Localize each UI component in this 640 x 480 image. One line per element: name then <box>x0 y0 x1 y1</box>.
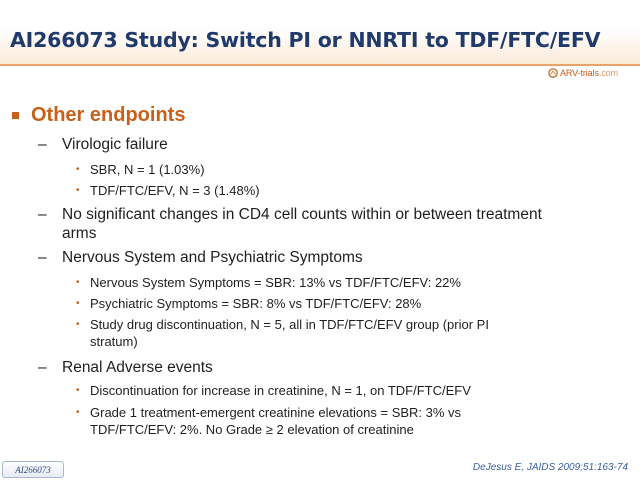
sub-list-item <box>76 404 521 438</box>
dot-bullet: • <box>76 298 80 309</box>
reference-citation: DeJesus E, JAIDS 2009;51:163-74 <box>472 462 628 473</box>
sub-list-item-text: Study drug discontinuation, N = 5, all in TDF/FTC/EFV group (prior PI stratum) <box>90 317 489 349</box>
list-item-text: Nervous System and Psychiatric Symptoms <box>62 249 363 266</box>
list-item <box>38 248 598 267</box>
list-item <box>38 205 558 243</box>
sub-list-item <box>76 316 506 350</box>
sub-list-item <box>76 295 576 312</box>
sub-list-item <box>76 382 576 399</box>
dot-bullet: • <box>76 277 80 288</box>
dot-bullet: • <box>76 385 80 396</box>
sub-list-item-text: TDF/FTC/EFV, N = 3 (1.48%) <box>90 183 260 198</box>
list-item-text: No significant changes in CD4 cell counts within or between treatment arms <box>62 206 542 242</box>
dash-bullet: – <box>38 136 47 153</box>
sub-list-item-text: Grade 1 treatment-emergent creatinine elevations = SBR: 3% vs TDF/FTC/EFV: 2%. No Grade ≥ 2 elevation of creatinine <box>90 405 462 437</box>
list-item <box>38 135 598 154</box>
list-item-text: Virologic failure <box>62 136 168 153</box>
section-heading <box>12 104 185 127</box>
dot-bullet: • <box>76 407 80 418</box>
sub-list-item <box>76 274 576 291</box>
slide-title: AI266073 Study: Switch PI or NNRTI to TDF/FTC/EFV <box>10 28 601 52</box>
logo-text: ARV-trials.com <box>560 68 618 78</box>
dash-bullet: – <box>38 359 47 376</box>
dot-bullet: • <box>76 319 80 330</box>
dot-bullet: • <box>76 164 80 175</box>
square-bullet-icon <box>12 112 19 119</box>
dash-bullet: – <box>38 206 47 223</box>
section-heading-text: Other endpoints <box>31 104 186 126</box>
sub-list-item-text: Psychiatric Symptoms = SBR: 8% vs TDF/FTC/EFV: 28% <box>90 296 422 311</box>
sub-list-item <box>76 182 576 199</box>
list-item <box>38 358 598 377</box>
sub-list-item <box>76 161 576 178</box>
dot-bullet: • <box>76 185 80 196</box>
sub-list-item-text: Nervous System Symptoms = SBR: 13% vs TDF/FTC/EFV: 22% <box>90 275 461 290</box>
sub-list-item-text: SBR, N = 1 (1.03%) <box>90 162 205 177</box>
study-tag: AI266073 <box>2 461 64 478</box>
dash-bullet: – <box>38 249 47 266</box>
list-item-text: Renal Adverse events <box>62 359 213 376</box>
sub-list-item-text: Discontinuation for increase in creatinine, N = 1, on TDF/FTC/EFV <box>90 383 471 398</box>
